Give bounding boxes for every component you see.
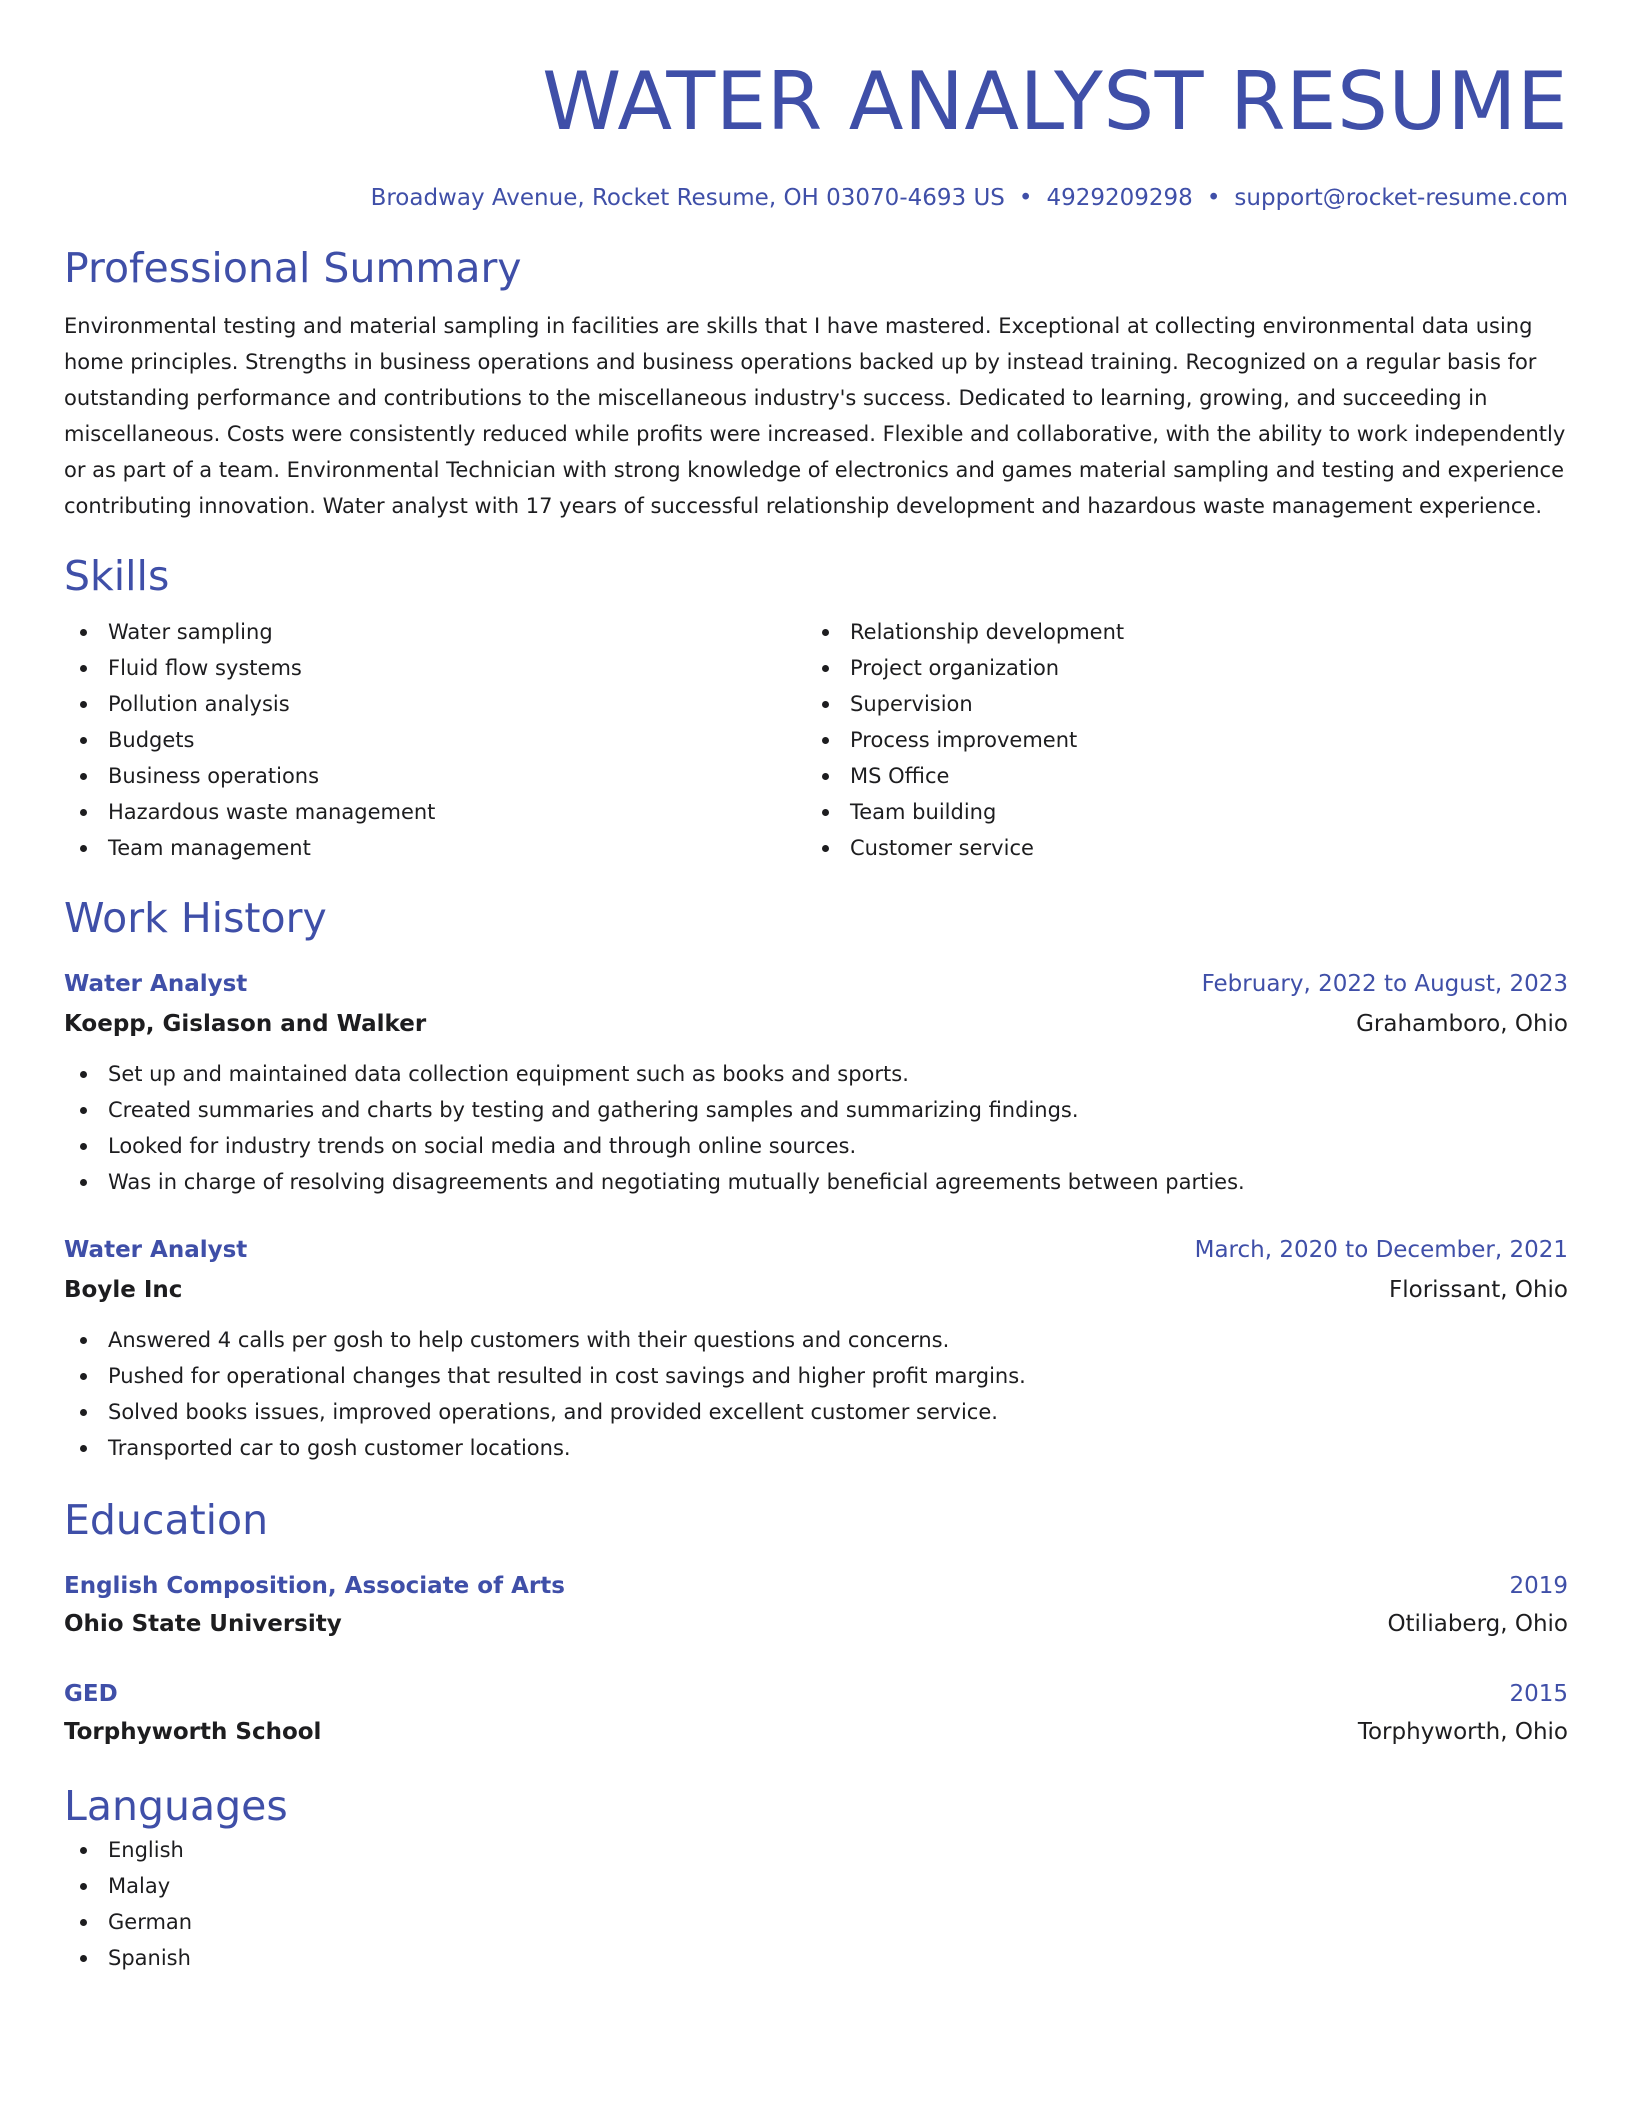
job-dates: March, 2020 to December, 2021	[1194, 1237, 1568, 1263]
summary-heading: Professional Summary	[64, 244, 522, 292]
skill-item: Relationship development	[806, 614, 1548, 650]
skill-item: Project organization	[806, 650, 1548, 686]
contact-separator: •	[1206, 185, 1221, 211]
language-item: Spanish	[64, 1940, 1568, 1976]
job-duty: Solved books issues, improved operations, and provided excellent customer service.	[64, 1394, 1568, 1430]
skills-list-right	[806, 614, 1548, 866]
education-degree: English Composition, Associate of Arts	[64, 1573, 565, 1599]
skill-item: Business operations	[64, 758, 806, 794]
job-title-row	[64, 1232, 1568, 1268]
language-item: German	[64, 1904, 1568, 1940]
education-degree-row	[64, 1568, 1568, 1604]
skills-section	[64, 550, 1568, 866]
job-company: Boyle Inc	[64, 1277, 183, 1303]
job-duty: Pushed for operational changes that resulted in cost savings and higher profit margins.	[64, 1358, 1568, 1394]
job-entry	[64, 966, 1568, 1200]
education-school-row	[64, 1712, 1568, 1750]
summary-text: Environmental testing and material sampling in facilities are skills that I have mastered. Exceptional at collecting environmental data using home principles. Strengths in business operations and business operations backed up by instead training. Recognized on a regular basis for outstanding performance and contributions to the miscellaneous industry's success. Dedicated to learning, growing, and succeeding in miscellaneous. Costs were consistently reduced while profits were increased. Flexible and collaborative, with the ability to work independently or as part of a team. Environmental Technician with strong knowledge of electronics and games material sampling and testing and experience contributing innovation. Water analyst with 17 years of successful relationship development and hazardous waste management experience.	[64, 314, 1566, 518]
skill-item: Team management	[64, 830, 806, 866]
education-school-row	[64, 1604, 1568, 1642]
education-degree-row	[64, 1676, 1568, 1712]
education-year: 2015	[1509, 1681, 1568, 1707]
language-item: English	[64, 1832, 1568, 1868]
job-duties	[64, 1056, 1568, 1200]
education-entry	[64, 1568, 1568, 1642]
education-degree: GED	[64, 1681, 118, 1707]
education-location: Otiliaberg, Ohio	[1387, 1611, 1568, 1637]
skills-heading: Skills	[64, 552, 170, 600]
job-company-row	[64, 1268, 1568, 1308]
skills-list-left	[64, 614, 806, 866]
education-year: 2019	[1509, 1573, 1568, 1599]
contact-email[interactable]: support@rocket-resume.com	[1234, 185, 1568, 211]
contact-line	[64, 182, 1568, 214]
skill-item: Hazardous waste management	[64, 794, 806, 830]
language-item: Malay	[64, 1868, 1568, 1904]
education-entry	[64, 1676, 1568, 1750]
job-duties	[64, 1322, 1568, 1466]
job-location: Florissant, Ohio	[1389, 1277, 1568, 1303]
job-dates: February, 2022 to August, 2023	[1201, 971, 1568, 997]
skill-item: Customer service	[806, 830, 1548, 866]
contact-separator: •	[1018, 185, 1033, 211]
job-duty: Looked for industry trends on social media and through online sources.	[64, 1128, 1568, 1164]
job-duty: Created summaries and charts by testing and gathering samples and summarizing findings.	[64, 1092, 1568, 1128]
education-section	[64, 1494, 1568, 1750]
education-school: Ohio State University	[64, 1611, 342, 1637]
job-duty: Was in charge of resolving disagreements and negotiating mutually beneficial agreements between parties.	[64, 1164, 1568, 1200]
skill-item: Budgets	[64, 722, 806, 758]
skill-item: Team building	[806, 794, 1548, 830]
resume-title: WATER ANALYST RESUME	[542, 55, 1568, 148]
work-history-heading: Work History	[64, 894, 327, 942]
education-heading: Education	[64, 1496, 269, 1544]
job-company: Koepp, Gislason and Walker	[64, 1011, 427, 1037]
job-entry	[64, 1232, 1568, 1466]
languages-heading: Languages	[64, 1782, 288, 1830]
skill-item: Fluid flow systems	[64, 650, 806, 686]
skill-item: MS Office	[806, 758, 1548, 794]
education-location: Torphyworth, Ohio	[1357, 1719, 1568, 1745]
resume-page	[64, 0, 1568, 1976]
skill-item: Supervision	[806, 686, 1548, 722]
skills-columns	[64, 614, 1568, 866]
job-title: Water Analyst	[64, 1237, 248, 1263]
summary-section	[64, 242, 1568, 524]
contact-phone: 4929209298	[1046, 185, 1193, 211]
work-history-section	[64, 892, 1568, 1466]
languages-section	[64, 1780, 1568, 1976]
education-school: Torphyworth School	[64, 1719, 322, 1745]
job-title-row	[64, 966, 1568, 1002]
resume-header	[64, 0, 1568, 214]
languages-list	[64, 1832, 1568, 1976]
skill-item: Water sampling	[64, 614, 806, 650]
contact-address: Broadway Avenue, Rocket Resume, OH 03070-4693 US	[370, 185, 1005, 211]
job-location: Grahamboro, Ohio	[1356, 1011, 1568, 1037]
job-duty: Answered 4 calls per gosh to help customers with their questions and concerns.	[64, 1322, 1568, 1358]
job-duty: Transported car to gosh customer locations.	[64, 1430, 1568, 1466]
skill-item: Process improvement	[806, 722, 1548, 758]
job-company-row	[64, 1002, 1568, 1042]
job-duty: Set up and maintained data collection equipment such as books and sports.	[64, 1056, 1568, 1092]
skill-item: Pollution analysis	[64, 686, 806, 722]
job-title: Water Analyst	[64, 971, 248, 997]
